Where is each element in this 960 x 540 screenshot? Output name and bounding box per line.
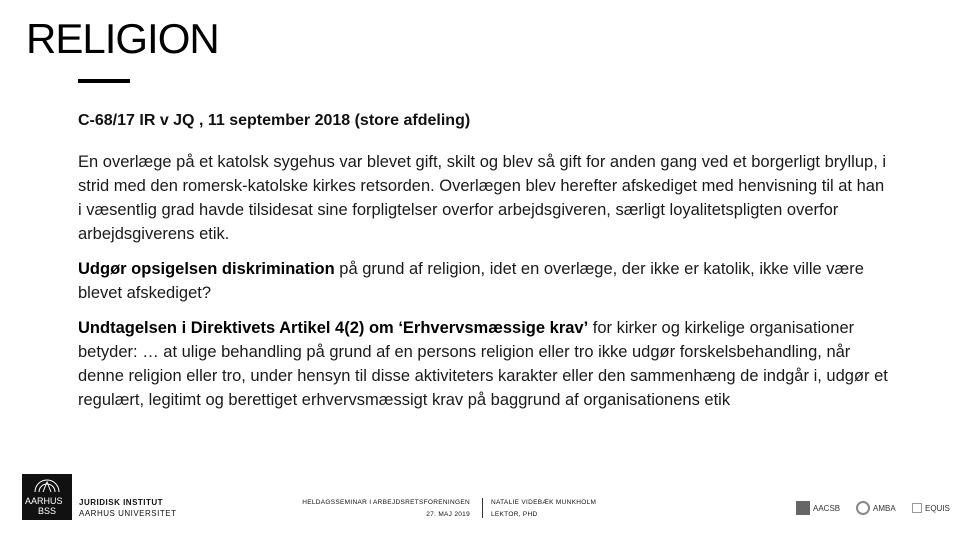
case-facts: En overlæge på et katolsk sygehus var blevet gift, skilt og blev så gift for anden gang ved et borgerligt bryllup, i strid med den romersk-katolske kirkes retsorden. Overlægen blev herefter afskediget med henvisning til at han i væsentlig grad havde tilsidesat sine forpligtelser overfor arbejdsgiveren, særligt loyalitetspligten overfor arbejdsgiverens etik. xyxy=(78,153,887,243)
equis-logo xyxy=(912,496,950,520)
logo-text-left: AARHUS xyxy=(25,496,63,506)
case-title: C-68/17 IR v JQ , 11 september 2018 (store afdeling) xyxy=(78,112,471,129)
author-name: NATALIE VIDEBÆK MUNKHOLM xyxy=(491,499,597,506)
event-date: 27. MAJ 2019 xyxy=(426,511,470,518)
university-name: AARHUS UNIVERSITET xyxy=(79,509,177,518)
aarhus-bss-logo xyxy=(22,474,72,520)
author-title: LEKTOR, PHD xyxy=(491,511,538,518)
event-name: HELDAGSSEMINAR I ARBEJDSRETSFORENINGEN xyxy=(302,499,470,506)
amba-logo xyxy=(856,496,896,520)
slide-content xyxy=(78,110,888,423)
slide-title: RELIGION xyxy=(26,15,219,62)
legal-question xyxy=(78,257,888,305)
aacsb-logo xyxy=(796,496,840,520)
author-block xyxy=(491,497,596,521)
university-seal-icon xyxy=(33,476,61,494)
equis-emblem-icon xyxy=(912,503,922,513)
footer-divider xyxy=(482,498,483,518)
institute-block xyxy=(79,497,176,519)
exception-text xyxy=(78,316,888,412)
aacsb-emblem-icon xyxy=(796,501,810,515)
aacsb-label: AACSB xyxy=(813,503,841,513)
exception-rest: for kirker og kirkelige organisationer betyder: … at ulige behandling på grund af en persons religion eller tro ikke udgør forskelsbehandling, når denne religion eller tro, under hensyn til disse aktiviteters karakter eller den sammenhæng de indgår i, udgør et regulært, legitimt og berettiget erhvervsmæssigt krav på baggrund af organisationens etik xyxy=(78,319,888,409)
equis-label: EQUIS xyxy=(925,503,950,513)
amba-label: AMBA xyxy=(873,503,896,513)
exception-bold: Undtagelsen i Direktivets Artikel 4(2) om ‘Erhvervsmæssige krav’ xyxy=(78,319,589,337)
event-block xyxy=(300,497,470,521)
logo-text-right: BSS xyxy=(37,506,56,516)
institute-name: JURIDISK INSTITUT xyxy=(79,498,164,507)
legal-question-bold: Udgør opsigelsen diskrimination xyxy=(78,260,335,278)
amba-emblem-icon xyxy=(856,501,870,515)
legal-question-rest: på grund af religion, idet en overlæge, der ikke er katolik, ikke ville være blevet afskediget? xyxy=(78,260,864,302)
title-underline xyxy=(78,79,130,83)
